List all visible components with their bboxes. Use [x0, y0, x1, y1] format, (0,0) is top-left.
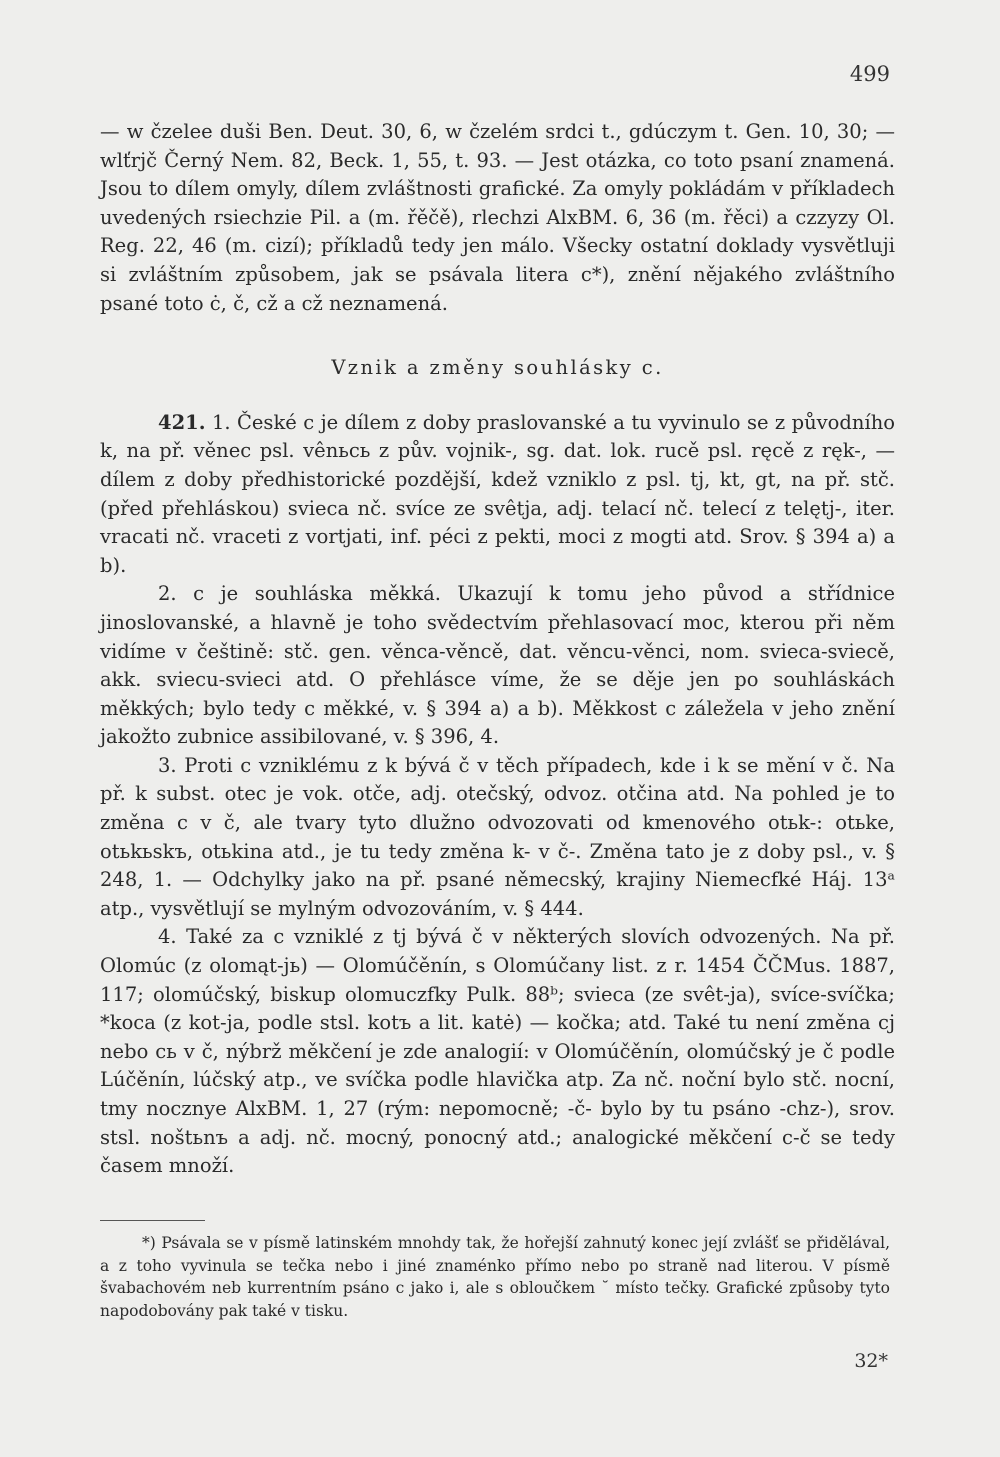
paragraph: — w čzelee duši Ben. Deut. 30, 6, w čzelém srdci t., gdúczym t. Gen. 10, 30; — wlťrjč Černý Nem. 82, Beck. 1, 55, t. 93. — Jest otázka, co toto psaní znamená. Jsou to dílem omyly, dílem zvláštnosti grafické. Za omyly pokládám v příkladech uvedených rsiechzie Pil. a (m. řěčě), rlechzi AlxBM. 6, 36 (m. řěci) a czzyzy Ol. Reg. 22, 46 (m. cizí); příkladů tedy jen málo. Všecky ostatní doklady vysvětluji si zvláštním způsobem, jak se psávala litera c*), znění nějakého zvláštního psané toto ċ, č, cž a cž neznamená. [100, 120, 895, 315]
paragraph-text: 3. Proti c vzniklému z k bývá č v těch případech, kde i k se mění v č. Na př. k subst. otec je vok. otče, adj. otečský, odvoz. otčina atd. Na pohled je to změna c v č, ale tvary tyto dlužno odvozovati od kmenového otьk-: otьke, otьkьskъ, otьkina atd., je tu tedy změna k- v č-. Změna tato je z doby psl., v. § 248, 1. — Odchylky jako na př. psané němecský, krajiny Niemecfké Háj. 13ᵃ atp., vysvětlují se mylným odvozováním, v. § 444. [100, 753, 895, 920]
section-paragraph-4 [100, 923, 895, 1180]
footnote-separator [100, 1220, 205, 1221]
paragraph-text: 1. České c je dílem z doby praslovanské a tu vyvinulo se z původního k, na př. věnec psl. vênьcь z pův. vojnik-, sg. dat. lok. rucě psl. ręcě z ręk-, — dílem z doby předhistorické pozdější, kdež vzniklo z psl. tj, kt, gt, na př. stč. (před přehláskou) svieca nč. svíce ze svêtja, adj. telací nč. telecí z telętj-, iter. vracati nč. vraceti z vortjati, inf. péci z pekti, moci z mogti atd. Srov. § 394 a) a b). [100, 410, 895, 577]
page-number: 499 [849, 62, 890, 86]
section-number: 421. [158, 410, 206, 434]
main-text [100, 118, 895, 1181]
section-heading: Vznik a změny souhlásky c. [331, 356, 664, 380]
signature-mark: 32* [854, 1350, 888, 1372]
section-paragraph-1 [100, 409, 895, 581]
footnote: *) Psávala se v písmě latinském mnohdy tak, že hořejší zahnutý konec její zvlášť se přidělával, a z toho vyvinula se tečka nebo i jiné znaménko přímo nebo po straně nad literou. V písmě švabachovém neb kurrentním psáno c jako i, ale s obloučkem ˘ místo tečky. Grafické způsoby tyto napodobovány pak také v tisku. [100, 1234, 890, 1320]
paragraph-text: 2. c je souhláska měkká. Ukazují k tomu jeho původ a střídnice jinoslovanské, a hlavně je toho svědectvím přehlasovací moc, kterou při něm vidíme v češtině: stč. gen. věnca-věncě, dat. věncu-věnci, nom. svieca-sviecě, akk. sviecu-svieci atd. O přehlásce víme, že se děje jen po souhláskách měkkých; bylo tedy c měkké, v. § 394 a) a b). Měkkost c záležela v jeho znění jakožto zubnice assibilované, v. § 396, 4. [100, 582, 895, 749]
paragraph-text: 4. Také za c vzniklé z tj bývá č v některých slovích odvozených. Na př. Olomúc (z olomąt-jь) — Olomúčěnín, s Olomúčany list. z r. 1454 ČČMus. 1887, 117; olomúčský, biskup olomuczfky Pulk. 88ᵇ; svieca (ze svêt-ja), svíce-svíčka; *koca (z kot-ja, podle stsl. kotъ a lit. katė) — kočka; atd. Také tu není změna cj nebo cь v č, nýbrž měkčení je zde analogií: v Olomúčěnín, olomúčský je č podle Lúčěnín, lúčský atp., ve svíčka podle hlavička atp. Za nč. noční bylo stč. nocní, tmy nocznye AlxBM. 1, 27 (rým: nepomocně; -č- bylo by tu psáno -chz-), srov. stsl. noštьnъ a adj. nč. mocný, ponocný atd.; analogické měkčení c-č se tedy časem množí. [100, 925, 895, 1178]
section-paragraph-3 [100, 752, 895, 924]
section-paragraph-2 [100, 580, 895, 752]
